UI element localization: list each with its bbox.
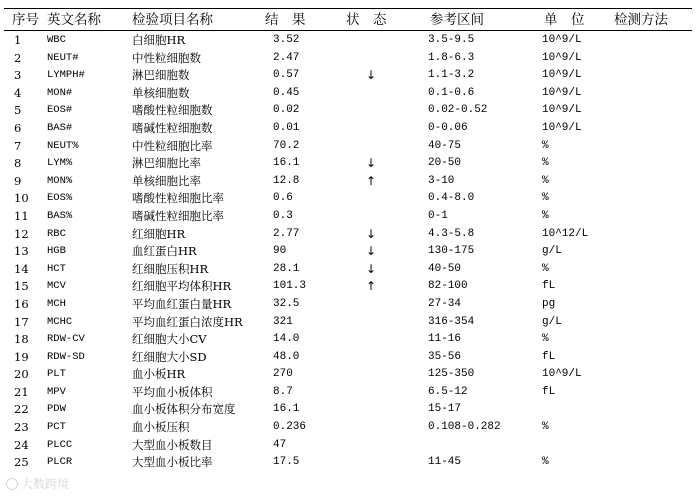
row-unit: % (542, 456, 549, 469)
row-english-name: BAS# (47, 121, 73, 134)
row-english-name: MCHC (47, 315, 73, 328)
row-number: 22 (14, 402, 29, 417)
row-number: 11 (14, 208, 29, 223)
table-row (0, 437, 696, 455)
row-reference: 1.8-6.3 (428, 51, 475, 64)
row-number: 21 (14, 384, 29, 399)
row-reference: 0-1 (428, 209, 448, 222)
row-reference: 11-45 (428, 456, 462, 469)
row-number: 18 (14, 332, 29, 347)
row-english-name: WBC (47, 34, 66, 46)
row-english-name: PLT (47, 368, 66, 381)
row-result: 16.1 (273, 157, 300, 170)
row-status: ↓ (366, 156, 377, 171)
row-unit: g/L (542, 245, 562, 258)
row-unit: % (542, 421, 549, 434)
table-row (0, 138, 696, 156)
table-row (0, 190, 696, 208)
table-row (0, 173, 696, 191)
row-result: 14.0 (273, 333, 300, 346)
table-header (0, 10, 696, 30)
row-reference: 82-100 (428, 280, 468, 293)
table-row (0, 296, 696, 314)
row-result: 0.6 (273, 192, 293, 205)
row-reference: 20-50 (428, 157, 462, 170)
row-reference: 4.3-5.8 (428, 227, 475, 240)
table-row (0, 102, 696, 120)
row-item-name: 血小板体积分布宽度 (132, 402, 236, 417)
row-reference: 3-10 (428, 174, 455, 187)
row-english-name: LYMPH# (47, 69, 85, 82)
row-number: 24 (14, 437, 29, 452)
row-result: 2.77 (273, 227, 300, 240)
row-english-name: RDW-CV (47, 333, 85, 346)
row-number: 12 (14, 226, 29, 241)
row-reference: 0.4-8.0 (428, 192, 475, 205)
row-reference: 40-75 (428, 139, 462, 152)
row-item-name: 平均血小板体积 (132, 384, 213, 399)
row-english-name: EOS# (47, 104, 73, 117)
row-item-name: 白细胞HR (132, 33, 186, 47)
row-item-name: 红细胞大小SD (132, 349, 207, 364)
row-unit: 10^9/L (542, 34, 582, 46)
row-english-name: MON# (47, 86, 73, 99)
row-number: 10 (14, 191, 29, 206)
row-reference: 3.5-9.5 (428, 34, 475, 46)
row-english-name: PDW (47, 403, 66, 416)
watermark-text: 大数跨境 (21, 477, 70, 491)
row-result: 32.5 (273, 297, 300, 310)
row-english-name: EOS% (47, 192, 73, 205)
row-english-name: PLCC (47, 438, 73, 451)
table-row (0, 155, 696, 173)
header-status: 状 态 (346, 12, 387, 28)
table-row (0, 243, 696, 261)
row-item-name: 红细胞平均体积HR (132, 279, 232, 294)
table-row (0, 278, 696, 296)
header-rule (4, 30, 692, 31)
row-english-name: RDW-SD (47, 350, 85, 363)
row-item-name: 嗜碱性粒细胞数 (132, 120, 213, 135)
row-item-name: 单核细胞数 (132, 85, 190, 100)
row-number: 6 (14, 120, 22, 135)
table-row (0, 208, 696, 226)
row-number: 14 (14, 261, 29, 276)
table-row (0, 401, 696, 419)
row-unit: fL (542, 350, 556, 363)
row-result: 321 (273, 315, 293, 328)
table-row (0, 349, 696, 367)
row-unit: % (542, 157, 549, 170)
row-item-name: 血小板HR (132, 367, 186, 382)
row-item-name: 平均血红蛋白浓度HR (132, 314, 243, 329)
row-english-name: MON% (47, 174, 73, 187)
row-reference: 27-34 (428, 297, 462, 310)
row-number: 13 (14, 244, 29, 259)
row-item-name: 血小板压积 (132, 420, 190, 435)
row-result: 12.8 (273, 174, 300, 187)
row-status: ↓ (366, 226, 377, 241)
row-result: 0.01 (273, 121, 300, 134)
row-result: 270 (273, 368, 293, 381)
table-row (0, 50, 696, 68)
row-status: ↑ (366, 279, 377, 294)
row-result: 16.1 (273, 403, 300, 416)
row-english-name: NEUT# (47, 51, 79, 64)
row-result: 47 (273, 438, 287, 451)
row-reference: 1.1-3.2 (428, 69, 475, 82)
row-reference: 11-16 (428, 333, 462, 346)
table-row (0, 32, 696, 50)
row-item-name: 血红蛋白HR (132, 244, 197, 259)
row-unit: fL (542, 280, 556, 293)
row-unit: 10^9/L (542, 121, 582, 134)
row-unit: 10^9/L (542, 368, 582, 381)
row-reference: 130-175 (428, 245, 475, 258)
row-number: 4 (14, 85, 22, 100)
row-reference: 0.108-0.282 (428, 421, 501, 434)
row-item-name: 大型血小板数目 (132, 437, 213, 452)
row-result: 17.5 (273, 456, 300, 469)
row-result: 8.7 (273, 385, 293, 398)
row-result: 0.3 (273, 209, 293, 222)
row-reference: 0-0.06 (428, 121, 468, 134)
row-unit: % (542, 192, 549, 205)
row-english-name: NEUT% (47, 139, 79, 152)
watermark (6, 475, 69, 492)
row-unit: pg (542, 297, 556, 310)
row-result: 0.236 (273, 421, 307, 434)
row-item-name: 红细胞HR (132, 226, 186, 241)
row-unit: 10^12/L (542, 227, 589, 240)
row-reference: 316-354 (428, 315, 475, 328)
header-unit: 单 位 (544, 12, 585, 28)
row-item-name: 大型血小板比率 (132, 455, 213, 470)
table-row (0, 419, 696, 437)
row-result: 70.2 (273, 139, 300, 152)
row-result: 90 (273, 245, 287, 258)
row-english-name: LYM% (47, 157, 73, 170)
row-number: 19 (14, 349, 29, 364)
row-reference: 0.02-0.52 (428, 104, 488, 117)
row-status: ↑ (366, 173, 377, 188)
row-reference: 35-56 (428, 350, 462, 363)
row-item-name: 平均血红蛋白量HR (132, 296, 232, 311)
row-result: 0.02 (273, 104, 300, 117)
table-row (0, 226, 696, 244)
row-number: 20 (14, 367, 29, 382)
row-item-name: 红细胞大小CV (132, 332, 207, 347)
row-item-name: 淋巴细胞比率 (132, 156, 201, 171)
row-reference: 6.5-12 (428, 385, 468, 398)
table-row (0, 85, 696, 103)
row-number: 1 (14, 33, 22, 47)
header-reference: 参考区间 (430, 12, 484, 28)
header-result: 结 果 (265, 12, 306, 28)
row-status: ↓ (366, 244, 377, 259)
row-unit: % (542, 174, 549, 187)
row-result: 28.1 (273, 262, 300, 275)
row-unit: 10^9/L (542, 51, 582, 64)
table-row (0, 384, 696, 402)
row-english-name: MPV (47, 385, 66, 398)
row-item-name: 中性粒细胞数 (132, 50, 201, 65)
row-item-name: 淋巴细胞数 (132, 68, 190, 83)
row-item-name: 嗜酸性粒细胞数 (132, 103, 213, 118)
row-unit: % (542, 139, 549, 152)
table-row (0, 67, 696, 85)
header-method: 检测方法 (614, 12, 668, 28)
row-unit: 10^9/L (542, 104, 582, 117)
row-number: 7 (14, 138, 22, 153)
row-unit: fL (542, 385, 556, 398)
table-row (0, 366, 696, 384)
row-number: 8 (14, 156, 22, 171)
row-unit: g/L (542, 315, 562, 328)
row-english-name: HCT (47, 262, 66, 275)
table-row (0, 314, 696, 332)
results-table (0, 32, 696, 472)
row-item-name: 单核细胞比率 (132, 173, 201, 188)
row-english-name: MCV (47, 280, 66, 293)
row-reference: 40-50 (428, 262, 462, 275)
table-row (0, 120, 696, 138)
row-number: 5 (14, 103, 22, 118)
table-row (0, 261, 696, 279)
row-english-name: MCH (47, 297, 66, 310)
row-result: 101.3 (273, 280, 307, 293)
row-unit: % (542, 209, 549, 222)
row-result: 2.47 (273, 51, 300, 64)
row-number: 15 (14, 279, 29, 294)
row-number: 16 (14, 296, 29, 311)
row-item-name: 中性粒细胞比率 (132, 138, 213, 153)
row-number: 9 (14, 173, 22, 188)
header-no: 序号 (12, 12, 39, 28)
row-unit: % (542, 333, 549, 346)
row-status: ↓ (366, 261, 377, 276)
table-row (0, 331, 696, 349)
row-result: 3.52 (273, 34, 300, 46)
row-english-name: PCT (47, 421, 66, 434)
row-reference: 0.1-0.6 (428, 86, 475, 99)
row-result: 0.45 (273, 86, 300, 99)
row-number: 25 (14, 455, 29, 470)
row-number: 2 (14, 50, 22, 65)
row-item-name: 嗜酸性粒细胞比率 (132, 191, 224, 206)
row-number: 23 (14, 420, 29, 435)
table-row (0, 454, 696, 472)
row-reference: 125-350 (428, 368, 475, 381)
row-number: 17 (14, 314, 29, 329)
row-english-name: RBC (47, 227, 66, 240)
row-number: 3 (14, 68, 22, 83)
header-item-name: 检验项目名称 (132, 12, 213, 28)
row-result: 48.0 (273, 350, 300, 363)
row-unit: 10^9/L (542, 86, 582, 99)
row-reference: 15-17 (428, 403, 462, 416)
row-item-name: 嗜碱性粒细胞比率 (132, 208, 224, 223)
row-unit: 10^9/L (542, 69, 582, 82)
row-result: 0.57 (273, 69, 300, 82)
row-unit: % (542, 262, 549, 275)
top-rule (4, 8, 692, 9)
row-english-name: BAS% (47, 209, 73, 222)
row-english-name: HGB (47, 245, 66, 258)
row-english-name: PLCR (47, 456, 73, 469)
header-english-name: 英文名称 (47, 12, 101, 28)
row-item-name: 红细胞压积HR (132, 261, 209, 276)
row-status: ↓ (366, 68, 377, 83)
watermark-logo-icon (6, 478, 18, 490)
